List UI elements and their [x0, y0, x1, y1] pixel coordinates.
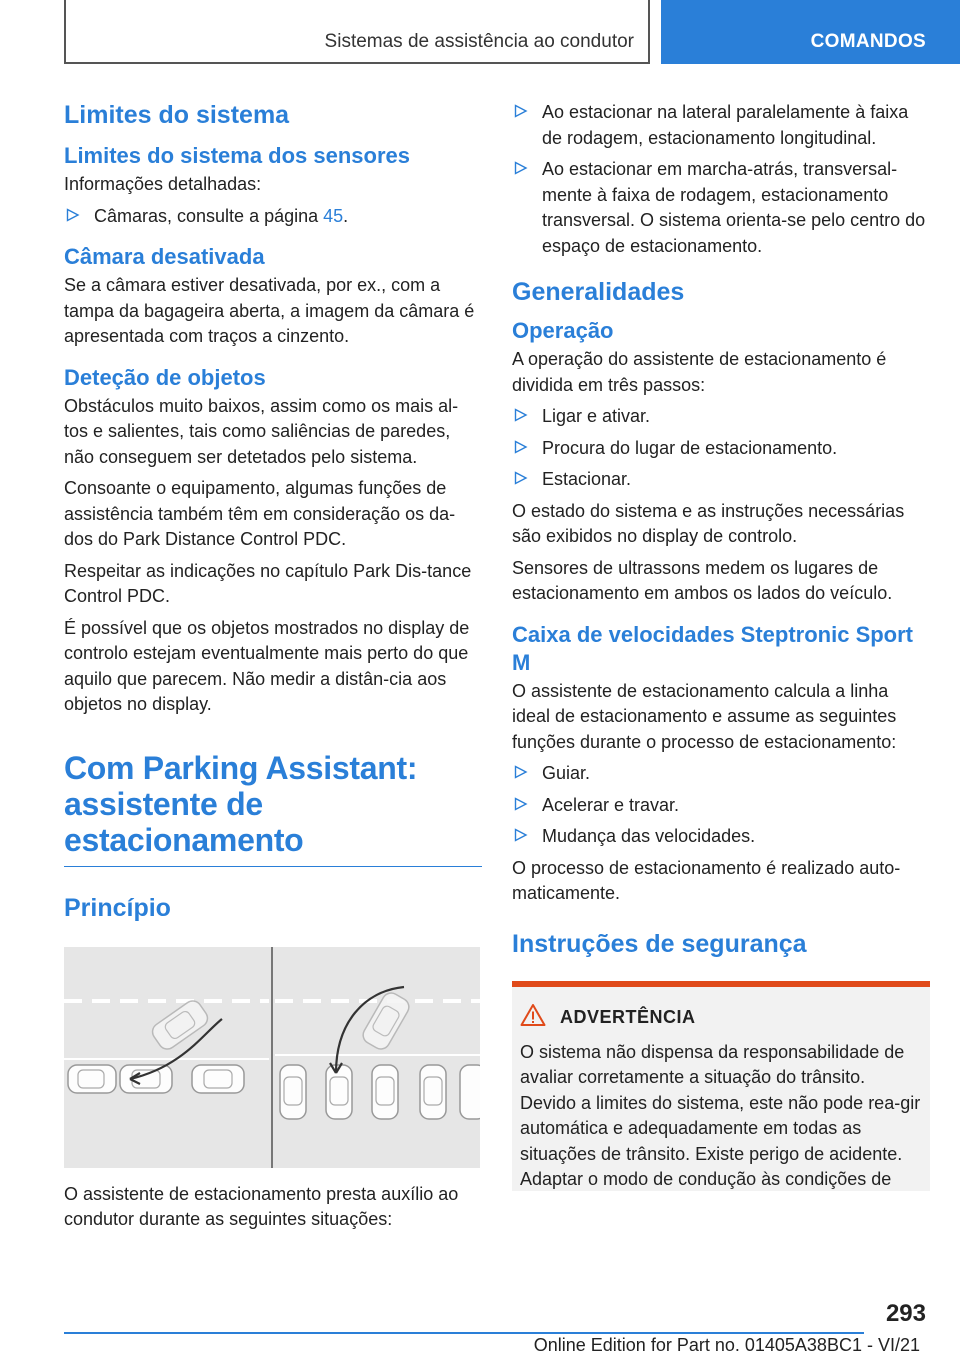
footer-divider	[64, 1332, 864, 1334]
auto-text: O processo de estacionamento é realizado auto-maticamente.	[512, 857, 901, 903]
detect-paragraph-3: Respeitar as indicações no capítulo Park Dis-tance Control PDC.	[64, 560, 472, 606]
triangle-right-outline-icon	[514, 440, 528, 454]
detect-paragraph-1: Obstáculos muito baixos, assim como os mais al-tos e salientes, tais como saliências de paredes, não conseguem ser detetados pelo sistema.	[64, 395, 459, 467]
header-section-label: COMANDOS	[810, 31, 926, 52]
heading-principle: Princípio	[64, 893, 171, 922]
cam-item-suffix: .	[343, 205, 349, 226]
operation-text: A operação do assistente de estacionamento é dividida em três passos:	[512, 349, 887, 395]
heading-camera-disabled: Câmara desativada	[64, 244, 265, 269]
triangle-right-outline-icon	[514, 104, 528, 118]
step-text: Procura do lugar de estacionamento.	[542, 437, 838, 458]
list-item	[512, 436, 930, 462]
triangle-right-outline-icon	[514, 765, 528, 779]
function-text: Guiar.	[542, 763, 591, 783]
camera-text: Se a câmara estiver desativada, por ex., com a tampa da bagageira aberta, a imagem da câmara é apresentada com traços a cinzento.	[64, 275, 475, 346]
list-item	[512, 824, 930, 850]
footer-edition: Online Edition for Part no. 01405A38BC1 - VI/21	[533, 1335, 920, 1355]
warning-box	[512, 981, 930, 1191]
list-item	[512, 157, 930, 259]
left-column	[64, 100, 482, 1239]
list-item	[512, 404, 930, 430]
heading-operation: Operação	[512, 318, 614, 343]
list-item	[64, 204, 482, 230]
chapter-title-parking-assistant: Com Parking Assistant: assistente de estacionamento	[64, 750, 482, 867]
list-item	[512, 793, 930, 819]
warning-title: ADVERTÊNCIA	[560, 1006, 696, 1027]
list-item	[512, 467, 930, 493]
principle-text: O assistente de estacionamento presta auxílio ao condutor durante as seguintes situações:	[64, 1183, 459, 1229]
sensors-text: Sensores de ultrassons medem os lugares de estacionamento em ambos os lados do veículo.	[512, 557, 893, 603]
header-title: Sistemas de assistência ao condutor	[324, 31, 634, 52]
right-column	[512, 100, 930, 1191]
triangle-right-outline-icon	[514, 408, 528, 422]
warning-header	[520, 1003, 922, 1032]
header-chapter-box	[64, 0, 650, 64]
gearbox-text: O assistente de estacionamento calcula a linha ideal de estacionamento e assume as seguintes funções durante o processo de estacionamento:	[512, 680, 897, 752]
heading-gearbox: Caixa de velocidades Steptronic Sport M	[512, 621, 914, 675]
list-item	[512, 100, 930, 151]
info-text: Informações detalhadas:	[64, 174, 262, 194]
heading-general: Generalidades	[512, 278, 685, 306]
step-text: Estacionar.	[542, 469, 632, 489]
heading-object-detection: Deteção de objetos	[64, 364, 266, 390]
triangle-right-outline-icon	[514, 471, 528, 485]
triangle-right-outline-icon	[514, 797, 528, 811]
function-text: Acelerar e travar.	[542, 794, 680, 815]
page-number: 293	[885, 1300, 926, 1327]
step-text: Ligar e ativar.	[542, 406, 651, 426]
detect-paragraph-2: Consoante o equipamento, algumas funções de assistência também têm em consideração os da-dos do Park Distance Control PDC.	[64, 478, 456, 549]
item-parallel-text: Ao estacionar na lateral paralelamente à faixa de rodagem, estacionamento longitudinal.	[542, 102, 909, 148]
warning-text: O sistema não dispensa da responsabilidade de avaliar corretamente a situação do trânsito. Devido a limites do sistema, este não pode rea-gir automática e adequadamente em todas as situações de trânsito. Existe perigo de acidente. Adaptar o modo de condução às condições de	[520, 1041, 921, 1189]
triangle-right-outline-icon	[66, 208, 80, 222]
header-section-box	[661, 0, 960, 64]
item-reverse-text: Ao estacionar em marcha-atrás, transversal-mente à faixa de rodagem, estacionamento transversal. O sistema orienta-se pelo centro do espaço de estacionamento.	[542, 159, 926, 256]
triangle-right-outline-icon	[514, 828, 528, 842]
status-text: O estado do sistema e as instruções necessárias são exibidos no display de controlo.	[512, 500, 905, 546]
list-item	[512, 761, 930, 787]
function-text: Mudança das velocidades.	[542, 826, 756, 846]
cam-item-text: Câmaras, consulte a página	[94, 205, 324, 226]
heading-system-limits: Limites do sistema	[64, 101, 290, 129]
warning-triangle-icon	[520, 1003, 546, 1032]
heading-sensor-limits: Limites do sistema dos sensores	[64, 143, 411, 168]
page-link-45[interactable]: 45	[323, 205, 344, 226]
parking-illustration	[64, 947, 480, 1168]
triangle-right-outline-icon	[514, 161, 528, 175]
detect-paragraph-4: É possível que os objetos mostrados no display de controlo estejam eventualmente mais perto do que aquilo que parecem. Não medir a distân-cia aos objetos no display.	[64, 617, 470, 714]
heading-safety: Instruções de segurança	[512, 929, 807, 958]
